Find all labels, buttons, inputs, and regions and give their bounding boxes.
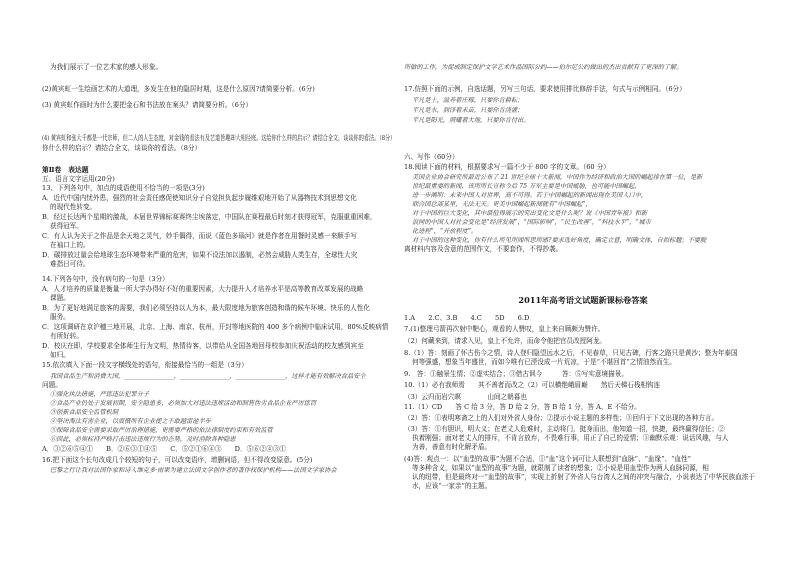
- question-line: 你什么样的启示？请结合全文，谈谈你的看法。（8分）: [42, 144, 202, 152]
- question-line: 平凡是水，润泽着禾苗，只要你肯浇灌；: [412, 107, 524, 114]
- answer-line: 7.(1)整理弓箭再次射中靶心，观看的人赞叹，皇上来自顾颇为赞许。: [404, 325, 605, 333]
- question-line: A．③②⑥⑤④① B．②⑥③①④⑤ C．⑤②①⑥④③ D．⑤⑥②④③①: [42, 445, 287, 453]
- question-line: 15.依次填入下面一段文字横线处的语句，衔接最恰当的一组是（3分）: [42, 361, 248, 369]
- question-line: ②食品产业仍处于发展初期，安全隐患多，必须加大对违法违规活动和制售伪劣食品企业严厉惩罚: [50, 400, 317, 407]
- left-column: [42, 0, 395, 566]
- question-line: D．碳排放过量会给地球生态环境带来严重的危害，如果不设法加以遏制，必然会威胁人类生存，全球性大灾: [42, 251, 358, 259]
- answer-line: 10.（1）必有我师焉 其不善者而改之（2）可以横绝峨眉巅 然后天梯石栈相钩连: [404, 381, 661, 389]
- question-line: 所做的工作，为促成制定保护文学艺术作品国际公约——伯尔尼公约做出的杰出贡献有了更深的了解。: [404, 64, 683, 71]
- question-line: B．为了更好地满足旅客的需要，我们必须坚持以人为本，最大限度地为旅客创造和谐的候车环境、快乐的人性化: [42, 304, 370, 312]
- question-line: ⑥因此，必须标持严格打击违法违规行为的态势，及时消除各种隐患: [50, 436, 236, 443]
- question-line: A．人才培养的质量是衡量一所大学办得好不好的重要因素，大力提升人才培养水平是高等教育改革发展的战略: [42, 285, 364, 293]
- answer-title: 2011年高考语文试题新课标卷答案: [518, 295, 648, 305]
- question-line: ③创新食品安全监管机制: [50, 409, 119, 416]
- question-line: 问题。: [42, 381, 62, 389]
- answer-line: 11.（1）CD 答 C 给 3 分，答 D 给 2 分，答 B 给 1 分，答 A、E 不给分。: [404, 403, 641, 411]
- answer-line: （3）云归而岩穴暝 山间之朝暮也: [404, 393, 527, 401]
- question-line: 第Ⅱ卷 表达题: [42, 166, 89, 174]
- question-line: C．有人认为关于之作品是余天地之灵气，妙手偶得，而说《蓝色多瑙河》就是作者在用餐时灵感一来顺手写: [42, 232, 357, 240]
- question-line: (2)黄宾虹一生绘画艺术的大道理，多发生在他的隐居时期，这是什么原因?请简要分析。(6分): [42, 85, 315, 93]
- question-line: A．近代中国内忧外患，强烈的社会责任感促使知识分子自觉担负起步履维艰地开始了从器物技术到思想文化: [42, 194, 357, 202]
- question-line: 13、下列各句中，加点的成语使用不恰当的一项是(3分): [42, 184, 205, 192]
- question-line: 进一步阐明：未来中国人对世界，高不可得。若于中国崛起的新闻出现在美国人口中，: [412, 192, 648, 199]
- question-line: 14.下列各句中，没有病句的一句是（3分）: [42, 275, 169, 283]
- question-line: 平凡是阳光，照耀着大地，只要你肯付出。: [412, 117, 530, 124]
- answer-line: 为善，善意有时化解矛盾。: [412, 443, 492, 451]
- question-line: 的现代性转变。: [50, 203, 97, 211]
- answer-line: （3）答：①有胆识，明大义；在老丈人危难时，主动将门，挺身而出，他知道一招，快捷，最终赢得信任；②: [404, 425, 725, 433]
- answer-line: （2）何藏来到，请求入见，皇上不允许，而命令他把官员改授阿龙。: [404, 337, 607, 345]
- question-line: (3) 黄宾虹作画时为什么要把金石和书法放在案头？请简要分析。（6分）: [42, 101, 253, 109]
- question-line: 平凡是土，滋养着庄稼，只要你肯耕耘；: [412, 97, 524, 104]
- question-line: 如归。: [50, 351, 70, 359]
- right-column: [404, 0, 762, 566]
- question-line: 16.把下面这个长句改成几个较短的句子，可以改变语序，增删词语，但不得改变原意。(5分): [42, 456, 313, 464]
- answer-line: 等多种含义，如果以“血型的故事”为题，就限制了读者的想象；②小说是用血型作为两人血脉同源，相: [412, 464, 709, 472]
- answer-line: 水，应该“一家亲”的主题。: [412, 482, 492, 490]
- question-line: 在袖口上的。: [50, 241, 90, 249]
- question-line: B．经过长达两个星期的激战，本届世界锦标赛赛终尘埃落定，中国队在赛程最后时刻才获得冠军，克服重重困难，: [42, 213, 377, 221]
- question-line: 获得冠军。: [50, 222, 83, 230]
- answer-line: (4)答：观点一：以“血型的故事”为题不合适，①“血”这个词可让人联想到“血脉”、“血缘”、“血性”: [404, 455, 692, 463]
- question-line: 离材料内容及含意的范围作文，不要套作，不得抄袭。: [404, 245, 563, 253]
- answer-line: 执着刚强；面对老丈人的排斥，不肯言放弃，不畏难行事，用正了自己的爱情；③幽默乐观：说话风趣，与人: [412, 434, 729, 442]
- question-line: 六、写作（60分）: [404, 153, 459, 161]
- question-line: 课题。: [50, 294, 70, 302]
- question-line: 我国食品生产和消费大国，________________，________________，________________，这样才能有效解决食品安全: [50, 373, 366, 380]
- question-line: ⑤保障食品安全需要采取严厉治理措施，更需要严格的依法律制度约束和有效监管: [50, 427, 273, 434]
- question-line: 17.仿照下面的示例，自选话题，另写三句话，要求使用排比修辞手法，句式与示例相同。（6分）: [404, 85, 686, 93]
- question-line: 服务。: [50, 313, 70, 321]
- question-line: (4) 黄宾虹和张大千都是一代宗师，但二人的人生态度，对金钱的看法有及艺道旨趣却大相径庭。这给你什么样的启示？请结合全文，谈谈你的看法。（8分）: [42, 134, 395, 142]
- question-line: C．这项调研在京沪穗三地开展，北京、上海、南京、杭州，开封等地医院的 400 多个病例中临床试用，80%反映病情: [42, 323, 389, 331]
- question-line: 巴黎之行让我对法国作家和诗人维克多·雨果为建立法国文学创作者的著作权保护机构——法国文学家协会: [50, 467, 337, 474]
- question-line: 18.阅读下面的材料，根据要求写一篇不少于 800 字的文章。（60 分）: [404, 163, 610, 171]
- question-line: 美国企业协会研究所最近公布了 21 世纪全球十大新闻，中国作为经济和政治大国的崛起排在第一位，是新: [412, 174, 703, 181]
- question-line: 有所好转。: [50, 332, 83, 340]
- answer-line: 何等强盛，想象当年盛世，而如今唯有已湮没成一片荒凉，于是“不堪回首”之情油然而生。: [412, 358, 676, 366]
- answer-line: （2）答：①表明寒斋之上的人们对外省人身份；②提示小说主题的多样性；③回归于下文出现的各种方言。: [404, 414, 719, 422]
- answer-line: 8.（1）答：刻画了怀古伤今之情，诗人登归隐望远水之后，不见春草，只见古碑，行客之路只是黄沙；整为年泰国: [404, 349, 738, 357]
- question-line: ④坚决淘汰有害企业，以震慑所有企业使之不敢越雷池半步: [50, 418, 211, 425]
- question-line: D．校庆在即，学校要求全体师生行为文明，热情待客，以带给从全国各地回母校参加庆祝活动的校友感到宾至: [42, 342, 364, 350]
- question-line: 浪网的中国人对社会变化是“经济发展”，“国际影响”，“民生改善”，“科技水平”，“城市: [412, 219, 651, 226]
- answer-line: 9. 答：①触景生情；②虚实结合；③借古讽今 答：⑤写实意境描景。: [404, 370, 628, 378]
- question-line: 世纪最重要的新闻，该所所长宣称今后 75 万军主要是中国威胁，也可能中国崛起，: [412, 183, 641, 190]
- question-line: 化进程”，“开放程度”。: [412, 228, 478, 235]
- question-line: 五、语言文字运用(20分): [42, 175, 115, 183]
- question-line: 难指日可待。: [50, 260, 90, 268]
- question-line: 联合国总部某里，无法无天。更美中国崛起新闻就有“中国崛起”，: [412, 201, 592, 208]
- question-line: 为我们展示了一位艺术家的感人形象。: [50, 63, 163, 71]
- question-line: 对于中国的巨大变化，其中最值得展示的究出变化文是什么呢？说《中国青年报》和新: [412, 210, 648, 217]
- answer-line: 认的纽带，但是最终对一“血型的故事”，实现上折射了外省人与台湾人之间的冲突与融合，小说表达了中华民族血浓于: [412, 473, 756, 481]
- question-line: 对于中国的这种变化，你有什么所见所闻所思所感?要求选好角度，确定立意，明确文体，自拟标题；不要脱: [412, 237, 707, 244]
- question-line: ①强化执法措施，严惩违法犯罪分子: [50, 391, 149, 398]
- answer-line: 1.A 2.C、3.B 4.C 5D 6.D: [404, 314, 530, 322]
